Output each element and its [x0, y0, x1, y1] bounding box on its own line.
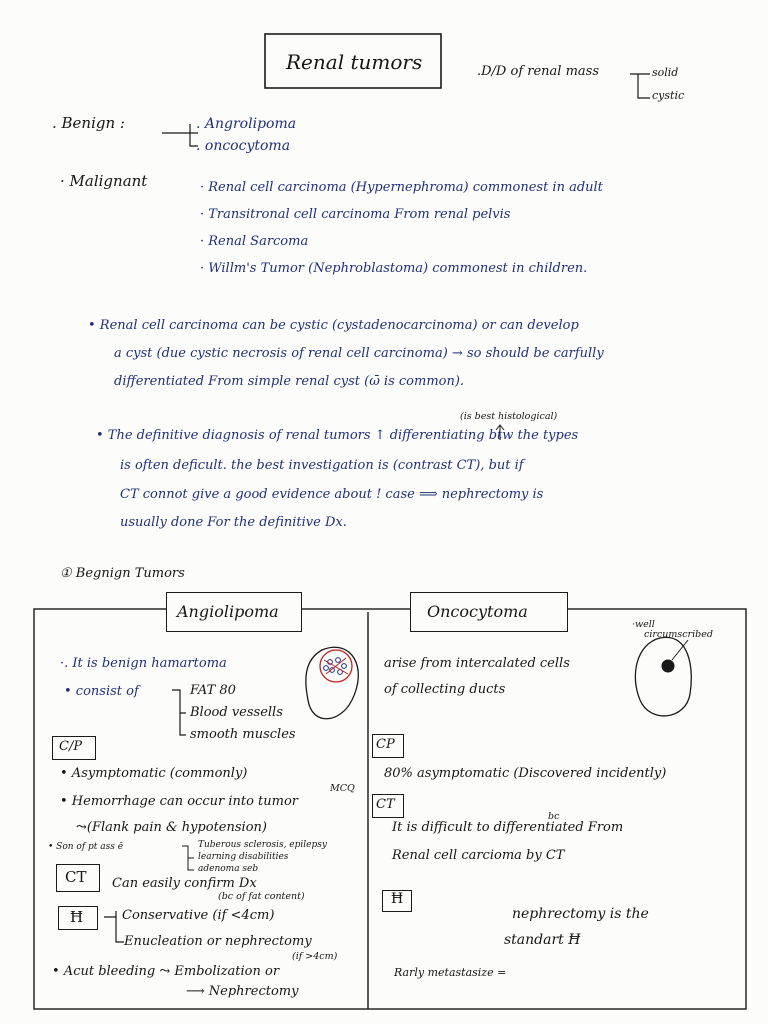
dd-bracket: [630, 74, 650, 98]
angio-tt-sub: (if >4cm): [292, 951, 338, 962]
onco-tt-line1: nephrectomy is the: [512, 906, 649, 922]
angio-son-item2: learning disabilities: [198, 852, 289, 862]
para2-line1: • The definitive diagnosis of renal tumors ↑ differentiating btw the types: [96, 428, 579, 443]
onco-intro-line1: arise from intercalated cells: [384, 656, 570, 671]
onco-cp-text: 80% asymptomatic (Discovered incidently): [384, 766, 667, 781]
onco-tt-line2: standart Ħ: [504, 932, 581, 948]
angio-ct-text: Can easily confirm Dx: [112, 876, 257, 891]
angio-nephrectomy: ⟶ Nephrectomy: [186, 984, 299, 999]
onco-intro-line2: of collecting ducts: [384, 682, 506, 697]
consist-bracket: [172, 690, 186, 735]
onco-circumscribed-label: circumscribed: [644, 629, 713, 640]
malignant-item-sarcoma: · Renal Sarcoma: [200, 234, 309, 249]
angio-cp-item3: ⤳(Flank pain & hypotension): [76, 820, 267, 835]
malignant-item-wilms: · Willm's Tumor (Nephroblastoma) commonest in children.: [200, 261, 588, 276]
angio-son-item3: adenoma seb: [198, 864, 259, 874]
para2-line2: is often deficult. the best investigation is (contrast CT), but if: [120, 458, 524, 473]
dd-label: .D/D of renal mass: [477, 64, 600, 79]
angio-intro: ·. It is benign hamartoma: [60, 656, 227, 671]
angiolipoma-cell-drawing: [306, 647, 358, 718]
benign-item-oncocytoma: . oncocytoma: [196, 138, 291, 154]
oncocytoma-title: Oncocytoma: [427, 602, 528, 621]
section-heading: ① Begnign Tumors: [60, 566, 185, 581]
benign-bracket: [162, 124, 198, 146]
onco-cp-label: CP: [376, 737, 395, 752]
para2-note: (is best histological): [460, 411, 558, 422]
angiolipoma-title-box: [166, 592, 302, 632]
dd-option-cystic: cystic: [652, 89, 685, 102]
onco-bc-note: bc: [548, 811, 560, 822]
page-title: Renal tumors: [286, 50, 423, 74]
angio-acute-bleeding: • Acut bleeding ⤳ Embolization or: [52, 964, 280, 979]
angio-cp-item2: • Hemorrhage can occur into tumor: [60, 794, 299, 809]
angio-ct-box: [56, 864, 100, 892]
onco-well-label: ·well: [632, 619, 655, 630]
malignant-item-tcc: · Transitronal cell carcinoma From renal pelvis: [200, 207, 511, 222]
angio-tt-box: [58, 906, 98, 930]
angio-consist-muscles: smooth muscles: [190, 727, 296, 742]
oncocytoma-cell-drawing: [635, 637, 691, 716]
angio-cp-item1: • Asymptomatic (commonly): [60, 766, 248, 781]
angio-mcq-note: MCQ: [330, 783, 355, 794]
angio-consist-fat: FAT 80: [190, 683, 236, 698]
angio-cp-label: C/P: [59, 739, 83, 754]
benign-item-angiolipoma: . Angrolipoma: [196, 116, 297, 132]
angio-cp-box: [52, 736, 96, 760]
para2-line3: CT connot give a good evidence about ! case ⟹ nephrectomy is: [120, 487, 544, 502]
malignant-item-rcc: · Renal cell carcinoma (Hypernephroma) commonest in adult: [200, 180, 603, 195]
angio-consist-vessels: Blood vessells: [190, 705, 283, 720]
onco-tt-box: [382, 890, 412, 912]
dd-option-solid: solid: [652, 66, 679, 79]
onco-ct-line2: Renal cell carcioma by CT: [392, 848, 565, 863]
angio-son-label: • Son of pt ass ē: [48, 842, 124, 852]
onco-ct-line1: It is difficult to differentiated From: [392, 820, 624, 835]
onco-tt-label: Ħ: [391, 891, 404, 907]
angio-son-item1: Tuberous sclerosis, epilepsy: [198, 840, 327, 850]
angio-tt-item2: Enucleation or nephrectomy: [124, 934, 312, 949]
onco-rarely-metastasize: Rarly metastasize =: [394, 966, 507, 979]
angio-ct-sub: (bc of fat content): [218, 891, 305, 902]
para1-line3: differentiated From simple renal cyst (ω̄ is common).: [114, 374, 465, 389]
malignant-label: · Malignant: [60, 172, 148, 190]
tt-bracket: [104, 911, 124, 942]
angio-ct-label: CT: [65, 868, 87, 886]
oncocytoma-title-box: [410, 592, 568, 632]
angio-consist-label: • consist of: [64, 684, 139, 699]
angio-tt-label: Ħ: [70, 908, 84, 926]
benign-label: . Benign :: [52, 114, 125, 132]
son-bracket: [182, 846, 194, 870]
para2-line4: usually done For the definitive Dx.: [120, 515, 347, 530]
onco-ct-label: CT: [376, 797, 395, 812]
angio-tt-item1: Conservative (if <4cm): [122, 908, 275, 923]
angiolipoma-title: Angiolipoma: [177, 602, 279, 621]
para1-line1: • Renal cell carcinoma can be cystic (cystadenocarcinoma) or can develop: [88, 318, 579, 333]
onco-cp-box: [372, 734, 404, 758]
para1-line2: a cyst (due cystic necrosis of renal cell carcinoma) → so should be carfully: [114, 346, 604, 361]
onco-ct-box: [372, 794, 404, 818]
